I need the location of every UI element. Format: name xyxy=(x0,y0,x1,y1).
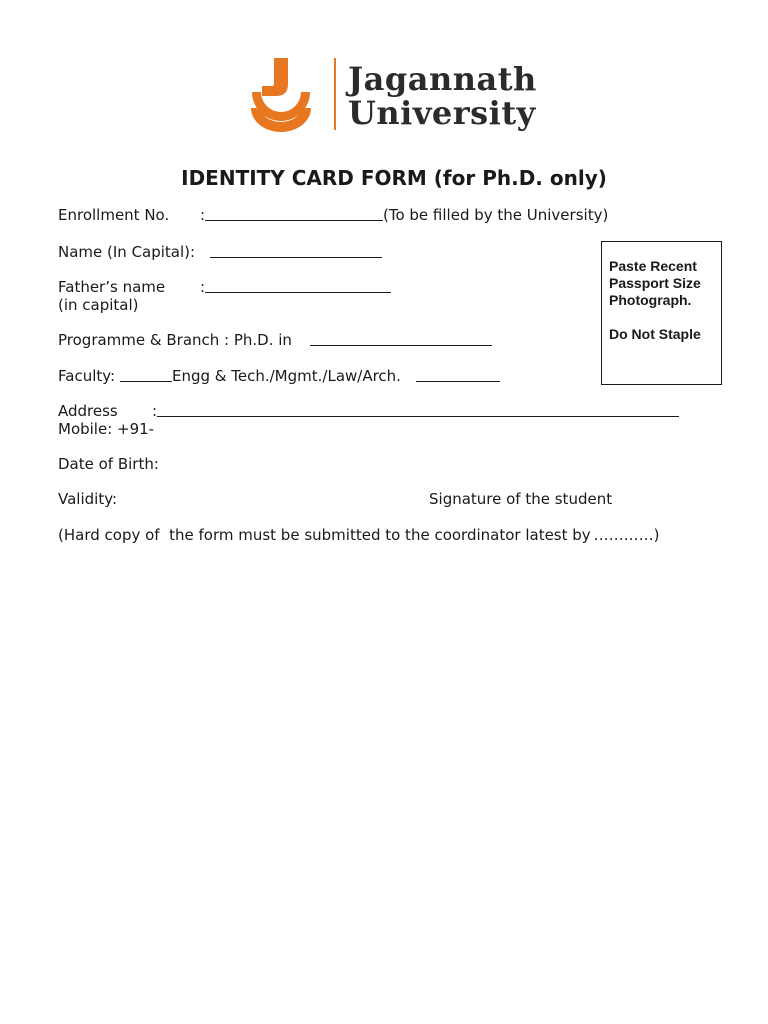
enrollment-field[interactable] xyxy=(205,206,383,221)
photo-box xyxy=(601,241,722,385)
faculty-blank[interactable] xyxy=(120,367,172,382)
dob-label: Date of Birth: xyxy=(58,455,159,473)
programme-field[interactable] xyxy=(310,331,492,346)
father-label: Father’s name xyxy=(58,278,166,296)
father-sub-label: (in capital) xyxy=(58,296,139,314)
faculty-row xyxy=(58,367,401,385)
logo-text-line2: University xyxy=(348,94,536,132)
submission-note: (Hard copy of the form must be submitted to the coordinator latest by …………) xyxy=(58,526,660,544)
faculty-options: Engg & Tech./Mgmt./Law/Arch. xyxy=(172,367,401,385)
programme-row xyxy=(58,331,292,349)
faculty-field[interactable] xyxy=(416,367,500,382)
photo-line2: Passport Size xyxy=(609,275,701,291)
do-not-staple-label: Do Not Staple xyxy=(609,326,701,342)
faculty-label: Faculty: xyxy=(58,367,116,385)
father-row: Father’s name : xyxy=(58,278,165,296)
father-field[interactable] xyxy=(205,278,391,293)
photo-line1: Paste Recent xyxy=(609,258,697,274)
signature-label: Signature of the student xyxy=(429,490,613,508)
name-row xyxy=(58,243,195,261)
university-logo-icon xyxy=(248,56,314,132)
mobile-label: Mobile: +91- xyxy=(58,420,155,438)
programme-label: Programme & Branch : Ph.D. in xyxy=(58,331,292,349)
validity-label: Validity: xyxy=(58,490,118,508)
form-title: IDENTITY CARD FORM (for Ph.D. only) xyxy=(181,166,607,190)
logo-text-line1: Jagannath xyxy=(348,60,537,98)
logo-divider xyxy=(334,58,336,130)
address-field[interactable] xyxy=(157,402,679,417)
name-label: Name (In Capital): xyxy=(58,243,196,261)
enrollment-note: (To be filled by the University) xyxy=(383,206,609,224)
address-label: Address xyxy=(58,402,118,420)
address-row: Address : xyxy=(58,402,118,420)
photo-line3: Photograph. xyxy=(609,292,692,308)
enrollment-label: Enrollment No. xyxy=(58,206,170,224)
name-field[interactable] xyxy=(210,243,382,258)
enrollment-row: Enrollment No. : (To be filled by the University) xyxy=(58,206,609,224)
